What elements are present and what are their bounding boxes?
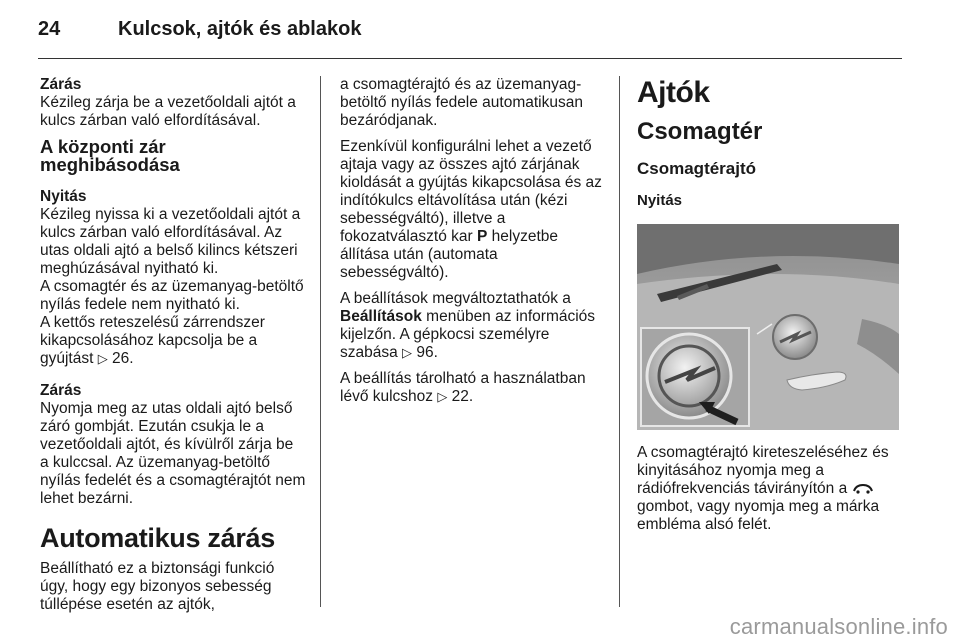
zaras-text: Kézileg zárja be a vezetőoldali ajtót a kulcs zárban való elfordításával. [40,94,296,129]
col3-caption [637,444,905,534]
nyitas-text-3-body: A kettős reteszelésű zárrendszer kikapcsolásához kapcsolja be a gyújtást [40,314,265,367]
col2-para-2-b: helyzetbe állítása után (automata sebességváltó). [340,228,559,281]
label-zaras-2: Zárás [40,382,82,399]
page-number: 24 [38,18,61,40]
col3-caption-b: gombot, vagy nyomja meg a márka embléma alsó felét. [637,498,880,533]
page-ref-arrow-icon: ▷ [97,351,108,366]
settings-menu-name: Beállítások [340,308,422,325]
page-ref-arrow-icon: ▷ [402,345,413,360]
column-divider-2 [619,76,620,607]
col2-para-2-a: Ezenkívül konfigurálni lehet a vezető ajtaja vagy az összes ajtó zárjának kioldását a gyújtás kikapcsolása és az indítókulcs eltávolítása után (kézi sebességváltó), illetve a fokozatválasztó kar [340,138,602,245]
heading-csomagter: Csomagtér [637,118,763,145]
heading-csomagterajto: Csomagtérajtó [637,159,757,178]
section-zaras-1 [40,76,306,130]
col2-para-3-b: menüben az információs kijelzőn. A gépkocsi személyre szabása [340,308,596,361]
zaras-text-2: Nyomja meg az utas oldali ajtó belső záró gombját. Ezután csukja le a vezetőoldali ajtót, és kívülről zárja be a kulccsal. Az üzemanyag-betöltő nyílás fedelét és a csomagtérajtót nem lehet bezárni. [40,400,306,507]
page-ref-arrow-icon: ▷ [437,389,448,404]
col2-para-3-a: A beállítások megváltoztathatók a [340,290,571,307]
nyitas-text-1: Kézileg nyissa ki a vezetőoldali ajtót a kulcs zárban való elfordításával. Az utas oldali ajtó a belső kilincs kétszeri meghúzásával nyitható ki. [40,206,301,277]
footer-watermark: carmanualsonline.info [729,614,948,639]
nyitas-text-2: A csomagtér és az üzemanyag-betöltő nyílás fedele nem nyitható ki. [40,278,304,313]
col2-para-4-a: A beállítás tárolható a használatban lévő kulcshoz [340,370,586,405]
page-ref-link[interactable]: 26. [112,350,134,367]
chapter-title: Kulcsok, ajtók és ablakok [118,18,362,40]
label-zaras: Zárás [40,76,82,93]
trunk-emblem-photo [637,224,899,430]
label-nyitas: Nyitás [40,188,87,205]
col2-para-2 [340,138,608,282]
heading-central-lock-failure: A központi zár meghibásodása [40,136,180,175]
nyitas-text-3 [40,314,306,368]
gear-position-p: P [477,228,488,245]
column-2 [340,76,608,414]
page-ref-link[interactable]: 96. [416,344,438,361]
heading-ajtok: Ajtók [637,76,710,109]
section-nyitas [40,188,306,278]
car-unlock-icon [852,482,874,494]
heading-auto-lock: Automatikus zárás [40,523,275,553]
column-1 [40,76,306,622]
label-nyitas-3: Nyitás [637,192,683,209]
column-3 [637,76,905,542]
column-divider-1 [320,76,321,607]
col3-caption-a: A csomagtérajtó kireteszeléséhez és kinyitásához nyomja meg a rádiófrekvenciás távirányítón a [637,444,889,497]
section-zaras-2 [40,382,306,508]
page-ref-link[interactable]: 22. [451,388,474,405]
col2-para-3 [340,290,608,362]
header-rule [38,58,902,59]
page-header [38,14,902,50]
auto-lock-text: Beállítható ez a biztonsági funkció úgy, hogy egy bizonyos sebesség túllépése esetén az ajtók, [40,560,275,613]
col2-para-4 [340,370,608,406]
col2-para-1: a csomagtérajtó és az üzemanyag-betöltő nyílás fedele automatikusan bezáródjanak. [340,76,583,129]
